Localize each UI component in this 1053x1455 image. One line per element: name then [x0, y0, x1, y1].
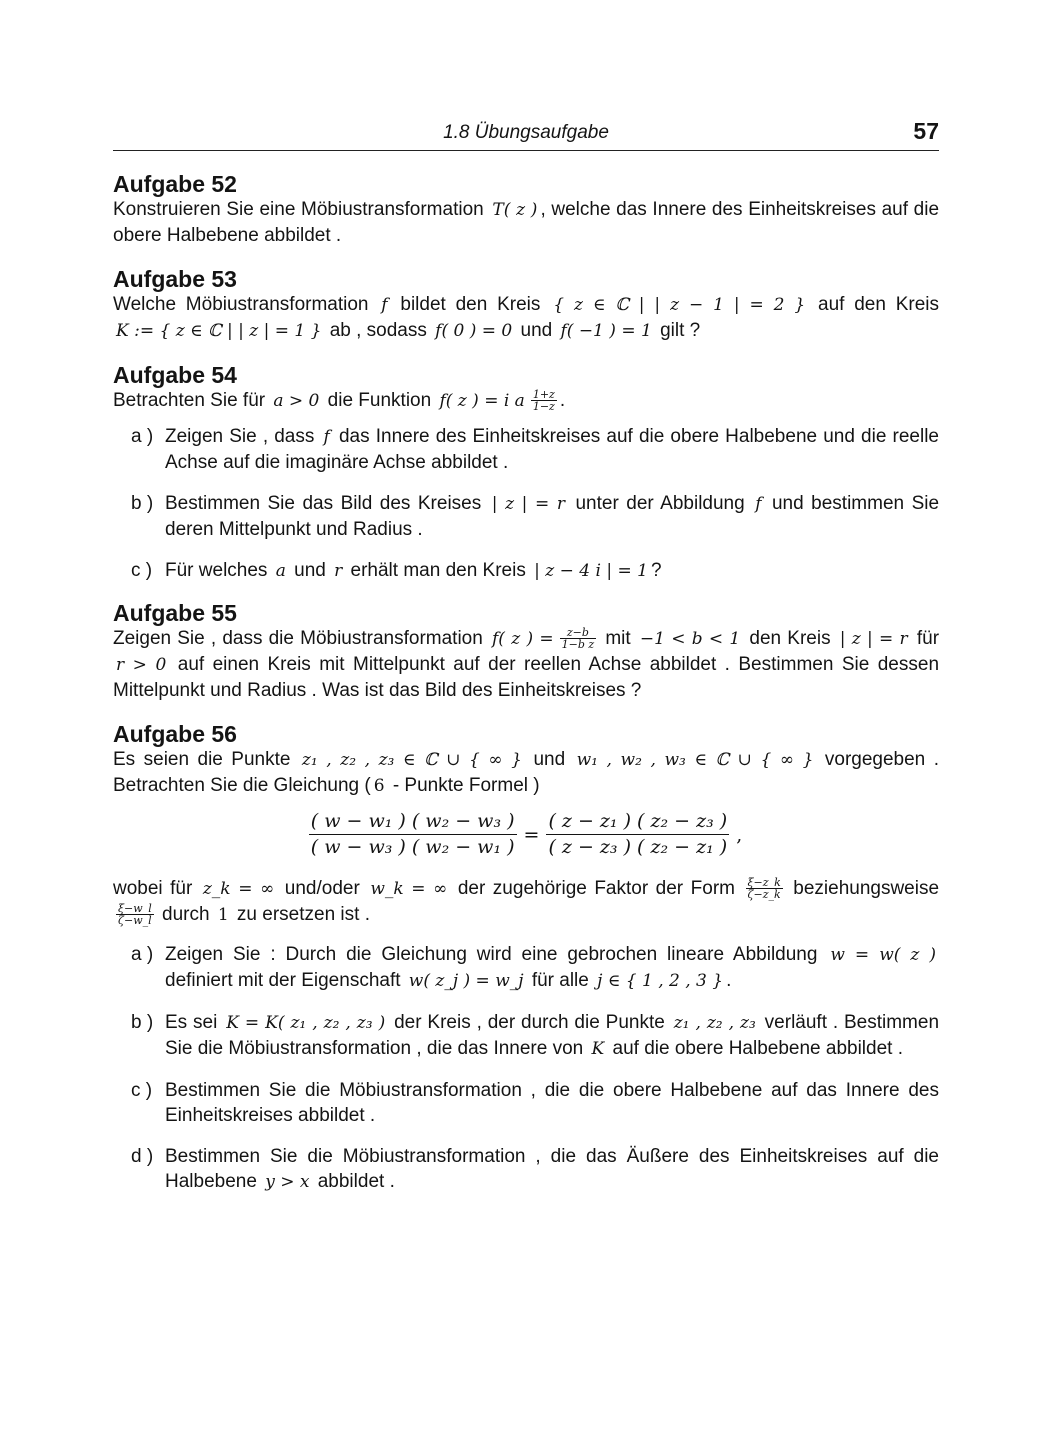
- math-inline: w₁ , w₂ , w₃ ∈ ℂ ∪ { ∞ }: [576, 750, 814, 770]
- subtask-b: b ) Bestimmen Sie das Bild des Kreises | z | = r unter der Abbildung f und bestimmen Sie deren Mittelpunkt und Radius .: [131, 493, 940, 540]
- math-inline: w_k = ∞: [370, 879, 448, 899]
- math-inline: z_k = ∞: [202, 879, 275, 899]
- subtask-b: b ) Es sei K = K( z₁ , z₂ , z₃ ) der Kreis , der durch die Punkte z₁ , z₂ , z₃ verläuft . Bestimmen Sie die Möbiustransformation , die das Innere von K auf die obere Halbebene abbildet .: [131, 1012, 940, 1059]
- fraction: $\frac{\xi-w\_l}{\zeta-w\_l}$: [118, 902, 152, 928]
- display-equation: $\frac{\text{( w − w₁ ) ( w₂ − w₃ )}}{\text{( w − w₃ ) ( w₂ − w₁ )}}$ = $\frac{\text{( z − z₁ ) ( z₂ − z₃ )}}{\text{( z − z₃ ) ( z₂ − z₁ )}}$ ,: [310, 810, 743, 858]
- math-inline: f( −1 ) = 1: [560, 321, 652, 341]
- fraction: $\frac{1+z}{1-z}$: [532, 388, 555, 414]
- math-inline: { z ∈ ℂ | | z − 1 | = 2 }: [553, 295, 806, 315]
- math-inline: r > 0: [116, 655, 167, 675]
- subtask-c: c ) Für welches a und r erhält man den Kreis | z − 4 i | = 1 ?: [131, 560, 662, 581]
- math-inline: K = K( z₁ , z₂ , z₃ ): [226, 1013, 386, 1033]
- task-heading: Aufgabe 55: [113, 600, 237, 626]
- math-inline: K := { z ∈ ℂ | | z | = 1 }: [116, 321, 322, 341]
- math-inline: r: [334, 561, 343, 581]
- running-header: [113, 112, 939, 151]
- math-inline: f: [755, 494, 762, 514]
- subtask-a: a ) Zeigen Sie , dass f das Innere des Einheitskreises auf die obere Halbebene und die reelle Achse auf die imaginäre Achse abbildet .: [131, 426, 939, 473]
- running-title: 1.8 Übungsaufgabe: [443, 122, 609, 143]
- fraction-right: $\frac{\text{( z − z₁ ) ( z₂ − z₃ )}}{\text{( z − z₃ ) ( z₂ − z₁ )}}$: [548, 810, 728, 858]
- task-heading: Aufgabe 52: [113, 171, 237, 197]
- task-text: Welche Möbiustransformation f bildet den Kreis { z ∈ ℂ | | z − 1 | = 2 } auf den Kreis K := { z ∈ ℂ | | z | = 1 } ab , sodass f( 0 ) = 0 und f( −1 ) = 1 gilt ?: [113, 294, 940, 341]
- task-heading: Aufgabe 54: [113, 362, 237, 388]
- task-text: Betrachten Sie für a > 0 die Funktion f( z ) = i a $\frac{1+z}{1-z}$ .: [113, 388, 566, 414]
- math-inline: w( z_j ) = w_j: [408, 971, 524, 991]
- math-inline: j ∈ { 1 , 2 , 3 }: [597, 971, 724, 991]
- math-inline: T( z ): [492, 200, 538, 220]
- task-text: Konstruieren Sie eine Möbiustransformation T( z ) , welche das Innere des Einheitskreises auf die obere Halbebene abbildet .: [113, 199, 940, 246]
- math-inline: f: [381, 295, 388, 315]
- math-inline: −1 < b < 1: [639, 629, 741, 649]
- math-inline: | z | = r: [839, 629, 908, 649]
- math-inline: f( z ) = i a: [439, 391, 525, 411]
- math-inline: 1: [217, 905, 229, 925]
- fraction-left: $\frac{\text{( w − w₁ ) ( w₂ − w₃ )}}{\text{( w − w₃ ) ( w₂ − w₁ )}}$: [310, 810, 515, 858]
- subtask-d: d ) Bestimmen Sie die Möbiustransformation , die das Äußere des Einheitskreises auf die Halbebene y > x abbildet .: [131, 1146, 939, 1192]
- subtask-c: c ) Bestimmen Sie die Möbiustransformation , die die obere Halbebene auf das Innere des Einheitskreises abbildet .: [131, 1080, 939, 1126]
- task-53: [113, 266, 939, 344]
- math-inline: a > 0: [273, 391, 320, 411]
- subtask-list: [113, 942, 939, 1195]
- task-54: [113, 362, 939, 584]
- subtask-list: [113, 424, 939, 584]
- math-inline: a: [275, 561, 286, 581]
- math-inline: z₁ , z₂ , z₃: [673, 1013, 756, 1033]
- math-inline: z₁ , z₂ , z₃ ∈ ℂ ∪ { ∞ }: [301, 750, 522, 770]
- task-55: [113, 600, 939, 703]
- math-inline: f: [323, 427, 330, 447]
- task-text: Es seien die Punkte z₁ , z₂ , z₃ ∈ ℂ ∪ { ∞ } und w₁ , w₂ , w₃ ∈ ℂ ∪ { ∞ } vorgegeben . Betrachten Sie die Gleichung ( 6 - Punkte Formel ): [113, 749, 939, 796]
- task-52: [113, 171, 939, 248]
- task-56: [113, 721, 939, 1195]
- task-heading: Aufgabe 56: [113, 721, 237, 747]
- math-inline: | z − 4 i | = 1: [534, 561, 648, 581]
- math-inline: f( 0 ) = 0: [435, 321, 513, 341]
- math-inline: 6: [373, 776, 385, 796]
- page: [113, 112, 939, 1211]
- task-text: wobei für z_k = ∞ und/oder w_k = ∞ der zugehörige Faktor der Form $\frac{\xi-z\_k}{\zeta-z\_k}$ beziehungsweise $\frac{\xi-w\_l}{\zeta-w\_l}$ durch 1 zu ersetzen ist .: [113, 876, 940, 928]
- task-heading: Aufgabe 53: [113, 266, 237, 292]
- math-inline: y > x: [265, 1172, 310, 1192]
- task-text: Zeigen Sie , dass die Möbiustransformation f( z ) = $\frac{z-b}{\text{1−b z}}$ mit −1 < b < 1 den Kreis | z | = r für r > 0 auf einen Kreis mit Mittelpunkt auf der reellen Achse abbildet . Bestimmen Sie dessen Mittelpunkt und Radius . Was ist das Bild des Einheitskreises ?: [113, 626, 940, 701]
- fraction: $\frac{z-b}{\text{1−b z}}$: [561, 626, 595, 652]
- fraction: $\frac{\xi-z\_k}{\zeta-z\_k}$: [747, 876, 781, 902]
- math-inline: w = w( z ): [830, 945, 937, 965]
- page-number: 57: [913, 118, 939, 144]
- math-inline: f( z ) =: [492, 629, 554, 649]
- subtask-a: a ) Zeigen Sie : Durch die Gleichung wird eine gebrochen lineare Abbildung w = w( z ) definiert mit der Eigenschaft w( z_j ) = w_j für alle j ∈ { 1 , 2 , 3 } .: [113, 942, 939, 994]
- math-inline: | z | = r: [491, 494, 565, 514]
- math-inline: K: [591, 1039, 605, 1059]
